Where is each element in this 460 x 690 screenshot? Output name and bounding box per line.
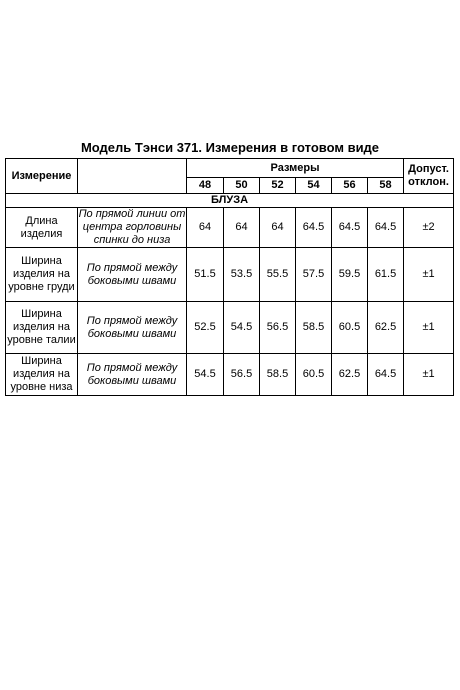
section-label: БЛУЗА [6, 194, 454, 208]
method-header [78, 159, 187, 194]
measurement-name: Ширина изделия на уровне талии [6, 302, 78, 354]
value-cell: 62.5 [368, 302, 404, 354]
tolerance-cell: ±1 [404, 302, 454, 354]
value-cell: 53.5 [224, 248, 260, 302]
measurement-header: Измерение [6, 159, 78, 194]
value-cell: 55.5 [260, 248, 296, 302]
size-cell: 56 [332, 178, 368, 194]
tolerance-cell: ±1 [404, 354, 454, 396]
value-cell: 58.5 [260, 354, 296, 396]
value-cell: 64 [187, 208, 224, 248]
value-cell: 64 [224, 208, 260, 248]
size-cell: 48 [187, 178, 224, 194]
value-cell: 58.5 [296, 302, 332, 354]
header-row [6, 159, 454, 178]
measurement-method: По прямой между боковыми швами [78, 302, 187, 354]
measurement-method: По прямой между боковыми швами [78, 354, 187, 396]
tolerance-cell: ±2 [404, 208, 454, 248]
document-title: Модель Тэнси 371. Измерения в готовом виде [80, 140, 380, 155]
value-cell: 60.5 [332, 302, 368, 354]
size-cell: 50 [224, 178, 260, 194]
table-row [6, 354, 454, 396]
table-row [6, 302, 454, 354]
value-cell: 57.5 [296, 248, 332, 302]
value-cell: 56.5 [260, 302, 296, 354]
value-cell: 54.5 [224, 302, 260, 354]
measurements-table [5, 158, 454, 396]
value-cell: 61.5 [368, 248, 404, 302]
value-cell: 56.5 [224, 354, 260, 396]
measurement-method: По прямой линии от центра горловины спинки до низа [78, 208, 186, 246]
value-cell: 59.5 [332, 248, 368, 302]
value-cell: 64 [260, 208, 296, 248]
section-row [6, 194, 454, 208]
measurement-name: Ширина изделия на уровне груди [6, 248, 78, 302]
value-cell: 51.5 [187, 248, 224, 302]
tolerance-cell: ±1 [404, 248, 454, 302]
value-cell: 64.5 [296, 208, 332, 248]
table-row [6, 208, 454, 248]
value-cell: 54.5 [187, 354, 224, 396]
value-cell: 64.5 [368, 208, 404, 248]
table-row [6, 248, 454, 302]
measurement-name: Ширина изделия на уровне низа [6, 354, 78, 396]
sizes-header: Размеры [187, 159, 404, 178]
value-cell: 52.5 [187, 302, 224, 354]
size-cell: 52 [260, 178, 296, 194]
measurement-name: Длина изделия [6, 208, 78, 248]
size-cell: 58 [368, 178, 404, 194]
size-cell: 54 [296, 178, 332, 194]
value-cell: 64.5 [368, 354, 404, 396]
value-cell: 62.5 [332, 354, 368, 396]
tolerance-header: Допуст. отклон. [404, 159, 454, 194]
value-cell: 60.5 [296, 354, 332, 396]
measurement-method: По прямой между боковыми швами [78, 248, 187, 302]
value-cell: 64.5 [332, 208, 368, 248]
